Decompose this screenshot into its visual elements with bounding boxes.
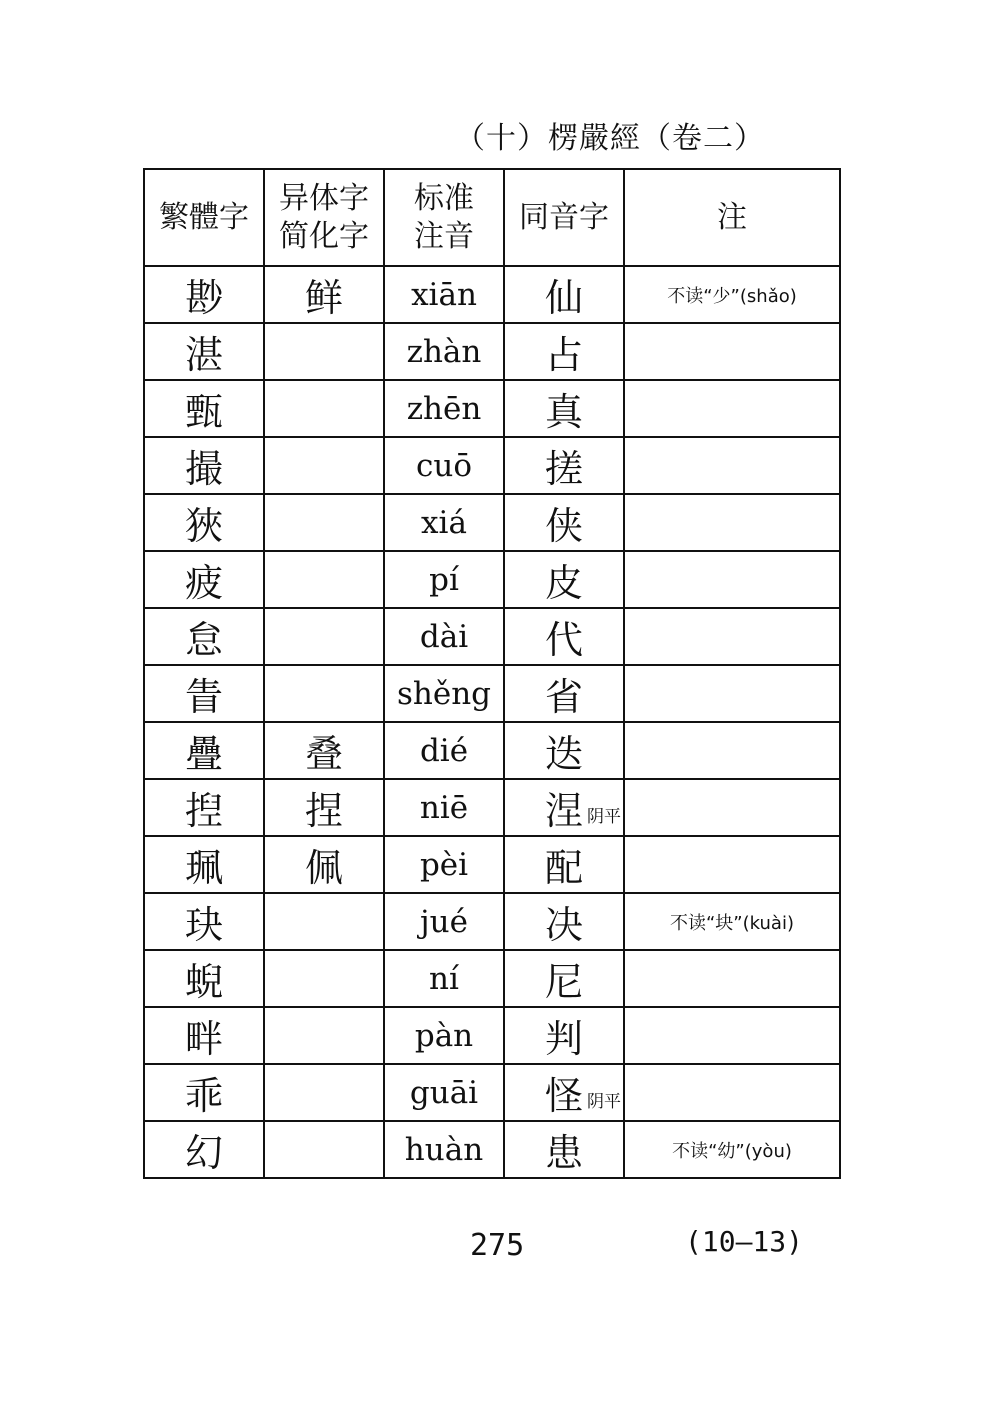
header-variant-line1: 异体字 [279, 180, 369, 216]
cell-homophone [504, 836, 624, 893]
cell-pinyin-text: jué [420, 903, 468, 940]
cell-pinyin [384, 551, 504, 608]
cell-pinyin [384, 323, 504, 380]
cell-note [624, 836, 840, 893]
cell-traditional-text: 眚 [184, 675, 223, 719]
cell-traditional-text: 疲 [184, 561, 223, 605]
cell-homophone [504, 779, 624, 836]
table-row [144, 437, 840, 494]
cell-variant [264, 1121, 384, 1178]
cell-variant [264, 551, 384, 608]
cell-variant [264, 380, 384, 437]
table-row [144, 950, 840, 1007]
cell-homophone [504, 1121, 624, 1178]
cell-pinyin [384, 494, 504, 551]
cell-note [624, 1121, 840, 1178]
cell-note [624, 893, 840, 950]
cell-homophone-text: 决 [544, 903, 583, 947]
cell-variant [264, 893, 384, 950]
table-header-row [144, 169, 840, 266]
cell-pinyin-text: pàn [414, 1017, 474, 1054]
cell-pinyin-text: xiān [411, 276, 477, 313]
cell-traditional [144, 380, 264, 437]
cell-variant [264, 950, 384, 1007]
cell-traditional-text: 幻 [184, 1131, 223, 1175]
cell-pinyin-text: cuō [416, 447, 472, 484]
cell-note [624, 950, 840, 1007]
cell-variant [264, 779, 384, 836]
cell-note [624, 380, 840, 437]
cell-homophone-text: 仙 [544, 276, 583, 320]
table-row [144, 1064, 840, 1121]
cell-traditional [144, 950, 264, 1007]
cell-traditional [144, 1064, 264, 1121]
header-pinyin [384, 169, 504, 266]
tone-mark: 阴平 [587, 807, 621, 827]
table-row [144, 1121, 840, 1178]
cell-pinyin-text: xiá [421, 504, 467, 541]
cell-homophone-text: 患 [544, 1131, 583, 1175]
cell-variant-text: 捏 [304, 789, 343, 833]
cell-pinyin-text: pèi [419, 846, 469, 883]
table-row [144, 380, 840, 437]
cell-traditional-text: 撮 [184, 447, 223, 491]
cell-homophone-text: 侠 [544, 504, 583, 548]
header-note: 注 [624, 169, 840, 266]
cell-pinyin-text: pí [429, 561, 459, 598]
cell-homophone [504, 950, 624, 1007]
table-row [144, 893, 840, 950]
cell-pinyin [384, 722, 504, 779]
cell-pinyin [384, 266, 504, 323]
tone-mark: 阴平 [587, 1092, 621, 1112]
cell-note [624, 266, 840, 323]
cell-traditional [144, 1007, 264, 1064]
cell-pinyin [384, 437, 504, 494]
cell-homophone-text: 真 [544, 390, 583, 434]
cell-variant [264, 665, 384, 722]
cell-variant [264, 836, 384, 893]
cell-pinyin-text: ní [429, 960, 459, 997]
cell-pinyin-text: huàn [404, 1131, 484, 1168]
header-variant [264, 169, 384, 266]
cell-pinyin-text: niē [419, 789, 469, 826]
cell-note-text: 不读“块”(kuài) [669, 912, 794, 934]
cell-pinyin [384, 950, 504, 1007]
cell-variant [264, 494, 384, 551]
cell-traditional [144, 323, 264, 380]
cell-homophone-text: 判 [544, 1017, 583, 1061]
cell-variant [264, 1007, 384, 1064]
cell-pinyin-text: shěng [396, 675, 492, 712]
header-pinyin-line1: 标准 [414, 180, 474, 216]
cell-homophone-text: 皮 [544, 561, 583, 605]
cell-traditional-text: 珮 [184, 846, 223, 890]
cell-homophone-text: 占 [544, 333, 583, 377]
cell-variant [264, 266, 384, 323]
cell-traditional-text: 蜺 [184, 960, 223, 1004]
cell-homophone-text: 涅 [544, 789, 583, 833]
cell-note [624, 608, 840, 665]
cell-traditional [144, 1121, 264, 1178]
cell-pinyin [384, 893, 504, 950]
cell-traditional [144, 437, 264, 494]
cell-pinyin [384, 380, 504, 437]
cell-homophone-text: 尼 [544, 960, 583, 1004]
cell-note [624, 1064, 840, 1121]
cell-homophone [504, 437, 624, 494]
cell-traditional [144, 551, 264, 608]
table-row [144, 665, 840, 722]
table-row [144, 323, 840, 380]
page-title: （十）楞嚴經（卷二） [455, 121, 765, 156]
cell-homophone-text: 迭 [544, 732, 583, 776]
cell-traditional-text: 甄 [184, 390, 223, 434]
cell-note [624, 494, 840, 551]
cell-pinyin [384, 779, 504, 836]
cell-traditional-text: 疊 [184, 732, 223, 776]
cell-pinyin [384, 836, 504, 893]
cell-traditional-text: 乖 [184, 1074, 223, 1118]
table-row [144, 1007, 840, 1064]
cell-homophone [504, 608, 624, 665]
cell-homophone [504, 665, 624, 722]
cell-pinyin-text: dài [419, 618, 469, 655]
cell-traditional [144, 608, 264, 665]
cell-variant [264, 323, 384, 380]
cell-pinyin-text: zhēn [406, 390, 482, 427]
cell-homophone [504, 323, 624, 380]
header-variant-line2: 简化字 [279, 218, 369, 254]
header-homophone: 同音字 [504, 169, 624, 266]
cell-homophone [504, 380, 624, 437]
cell-note-text: 不读“少”(shǎo) [667, 285, 797, 307]
cell-pinyin-text: dié [419, 732, 469, 769]
cell-homophone [504, 893, 624, 950]
cell-homophone [504, 494, 624, 551]
cell-pinyin-text: zhàn [406, 333, 482, 370]
cell-homophone-text: 省 [544, 675, 583, 719]
cell-traditional-text: 畔 [184, 1017, 223, 1061]
table-row [144, 494, 840, 551]
cell-traditional [144, 779, 264, 836]
table-row [144, 779, 840, 836]
cell-homophone [504, 551, 624, 608]
table-row [144, 836, 840, 893]
table-row [144, 266, 840, 323]
cell-note [624, 1007, 840, 1064]
cell-pinyin [384, 665, 504, 722]
cell-variant [264, 722, 384, 779]
cell-homophone [504, 722, 624, 779]
cell-homophone-text: 配 [544, 846, 583, 890]
cell-homophone-text: 代 [544, 618, 583, 662]
table-row [144, 608, 840, 665]
cell-variant-text: 叠 [304, 732, 343, 776]
table-body [144, 266, 840, 1178]
header-pinyin-line2: 注音 [414, 218, 474, 254]
cell-traditional-text: 揑 [184, 789, 223, 833]
cell-traditional-text: 玦 [184, 903, 223, 947]
cell-variant [264, 1064, 384, 1121]
cell-traditional [144, 494, 264, 551]
cell-homophone [504, 1007, 624, 1064]
pronunciation-table [143, 168, 841, 1179]
cell-homophone-text: 搓 [544, 447, 583, 491]
cell-pinyin [384, 1064, 504, 1121]
cell-traditional [144, 266, 264, 323]
cell-variant [264, 608, 384, 665]
cell-traditional-text: 狹 [184, 504, 223, 548]
cell-variant [264, 437, 384, 494]
cell-variant-text: 佩 [304, 846, 343, 890]
header-traditional: 繁體字 [144, 169, 264, 266]
page-number: 275 [470, 1228, 525, 1263]
cell-pinyin-text: guāi [409, 1074, 479, 1111]
cell-traditional-text: 怠 [184, 618, 223, 662]
cell-pinyin [384, 1007, 504, 1064]
cell-traditional-text: 尠 [184, 276, 223, 320]
cell-note [624, 323, 840, 380]
table-row [144, 551, 840, 608]
cell-pinyin [384, 1121, 504, 1178]
cell-pinyin [384, 608, 504, 665]
table-row [144, 722, 840, 779]
cell-note [624, 665, 840, 722]
cell-traditional-text: 湛 [184, 333, 223, 377]
cell-traditional [144, 893, 264, 950]
cell-note [624, 779, 840, 836]
cell-homophone [504, 266, 624, 323]
cell-homophone-text: 怪 [544, 1074, 583, 1118]
cell-variant-text: 鲜 [304, 276, 343, 320]
cell-note [624, 551, 840, 608]
cell-note [624, 437, 840, 494]
cell-traditional [144, 722, 264, 779]
cell-traditional [144, 836, 264, 893]
cell-note [624, 722, 840, 779]
section-reference: (10—13) [685, 1225, 804, 1258]
cell-traditional [144, 665, 264, 722]
cell-homophone [504, 1064, 624, 1121]
cell-note-text: 不读“幼”(yòu) [672, 1140, 792, 1162]
